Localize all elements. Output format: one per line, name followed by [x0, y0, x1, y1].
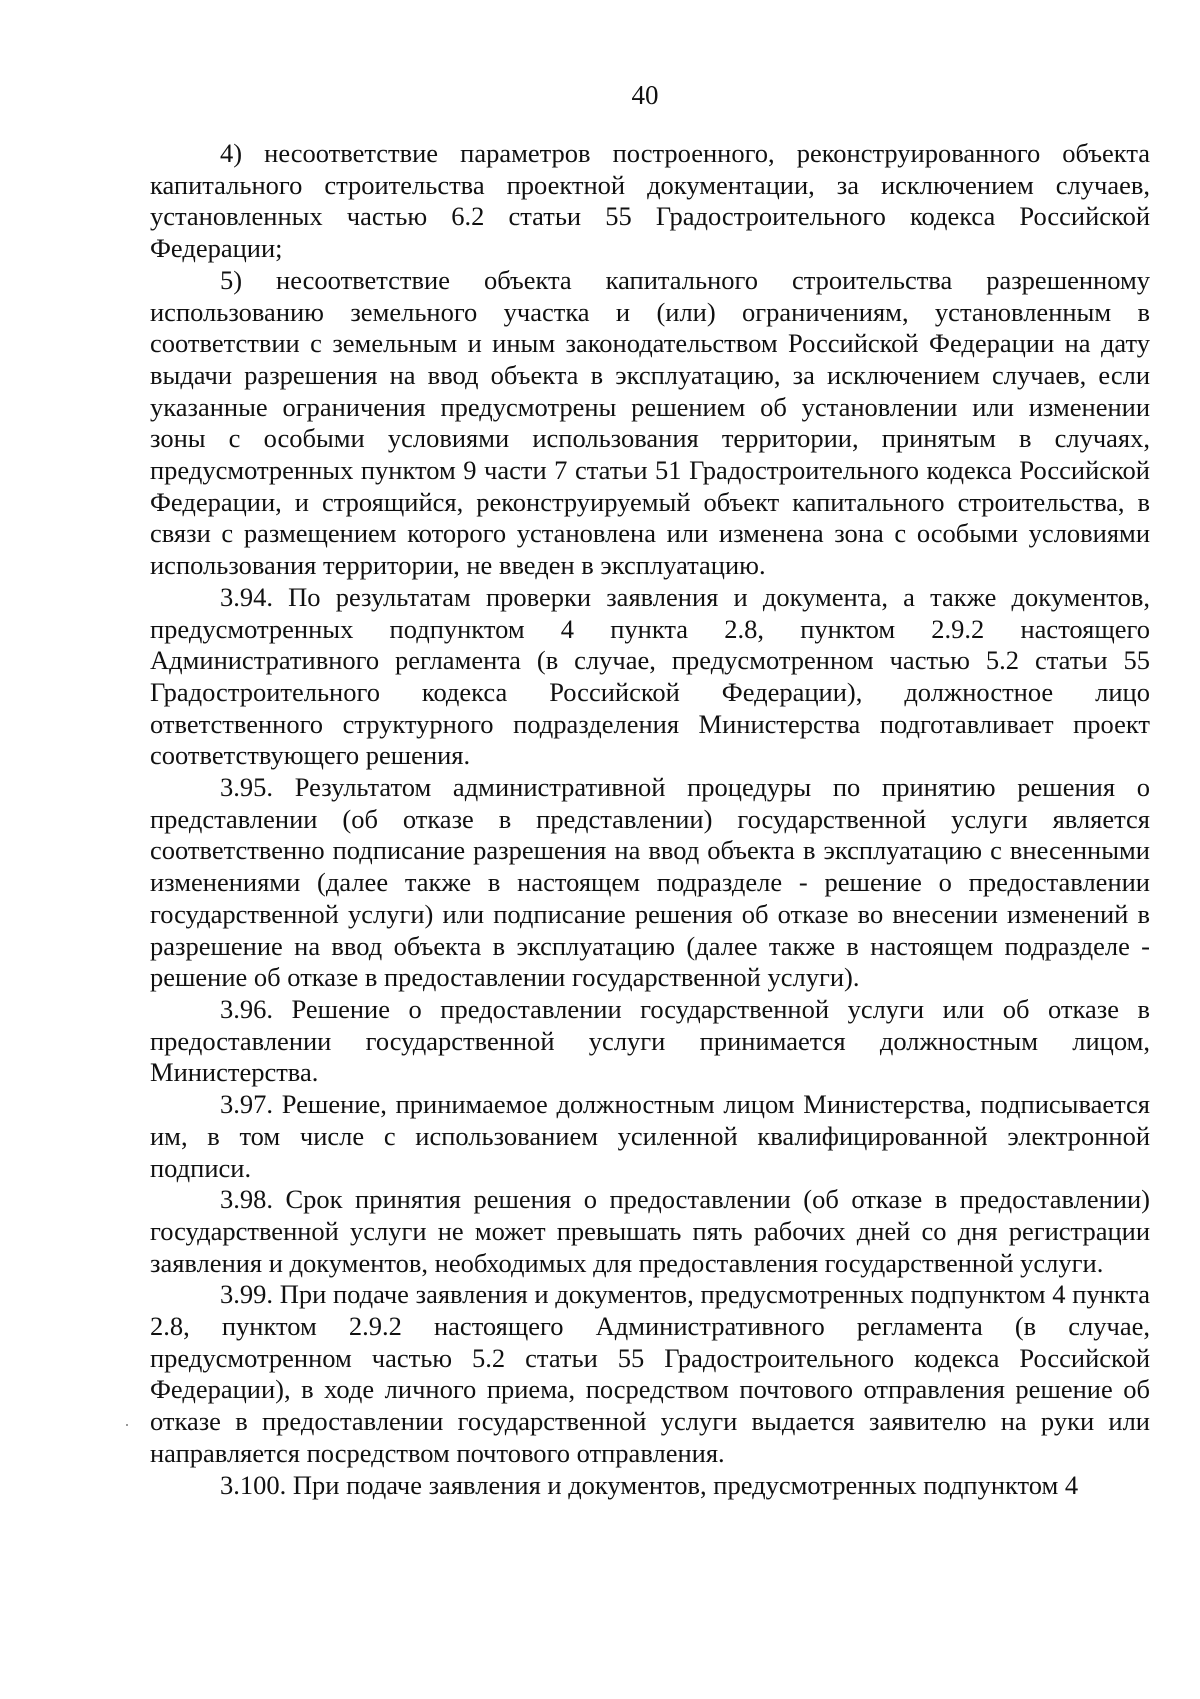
document-body [150, 138, 1150, 1501]
page-number: 40 [631, 80, 659, 110]
scan-speck [126, 1424, 128, 1426]
paragraph-3-100: 3.100. При подаче заявления и документов, предусмотренных подпунктом 4 [220, 1469, 1079, 1500]
paragraph-3-97: 3.97. Решение, принимаемое должностным лицом Министерства, подписывается им, в том числе с использованием усиленной квалифицированной электронной подписи. [150, 1089, 1150, 1183]
paragraph-3-95: 3.95. Результатом административной процедуры по принятию решения о представлении (об отказе в представлении) государственной услуги является соответственно подписание разрешения на ввод объекта в эксплуатацию с внесенными изменениями (далее также в настоящем подразделе - решение о предоставлении государственной услуги) или подписание решения об отказе во внесении изменений в разрешение на ввод объекта в эксплуатацию (далее также в настоящем подразделе - решение об отказе в предоставлении государственной услуги). [150, 772, 1150, 993]
paragraph-item-4: 4) несоответствие параметров построенного, реконструированного объекта капитального строительства проектной документации, за исключением случаев, установленных частью 6.2 статьи 55 Градостроительного кодекса Российской Федерации; [150, 138, 1150, 264]
paragraph-3-96: 3.96. Решение о предоставлении государственной услуги или об отказе в предоставлении государственной услуги принимается должностным лицом, Министерства. [150, 993, 1150, 1088]
paragraph-3-94: 3.94. По результатам проверки заявления и документа, а также документов, предусмотренных подпунктом 4 пункта 2.8, пунктом 2.9.2 настоящего Административного регламента (в случае, предусмотренном частью 5.2 статьи 55 Градостроительного кодекса Российской Федерации), должностное лицо ответственного структурного подразделения Министерства подготавливает проект соответствующего решения. [150, 581, 1150, 771]
paragraph-3-99: 3.99. При подаче заявления и документов, предусмотренных подпунктом 4 пункта 2.8, пунктом 2.9.2 настоящего Административного регламента (в случае, предусмотренном частью 5.2 статьи 55 Градостроительного кодекса Российской Федерации), в ходе личного приема, посредством почтового отправления решение об отказе в предоставлении государственной услуги выдается заявителю на руки или направляется посредством почтового отправления. [150, 1279, 1150, 1468]
paragraph-item-5: 5) несоответствие объекта капитального строительства разрешенному использованию земельного участка и (или) ограничениям, установленным в соответствии с земельным и иным законодательством Российской Федерации на дату выдачи разрешения на ввод объекта в эксплуатацию, за исключением случаев, если указанные ограничения предусмотрены решением об установлении или изменении зоны с особыми условиями использования территории, принятым в случаях, предусмотренных пунктом 9 части 7 статьи 51 Градостроительного кодекса Российской Федерации, и строящийся, реконструируемый объект капитального строительства, в связи с размещением которого установлена или изменена зона с особыми условиями использования территории, не введен в эксплуатацию. [150, 264, 1150, 581]
paragraph-3-98: 3.98. Срок принятия решения о предоставлении (об отказе в предоставлении) государственной услуги не может превышать пять рабочих дней со дня регистрации заявления и документов, необходимых для предоставления государственной услуги. [150, 1184, 1150, 1278]
